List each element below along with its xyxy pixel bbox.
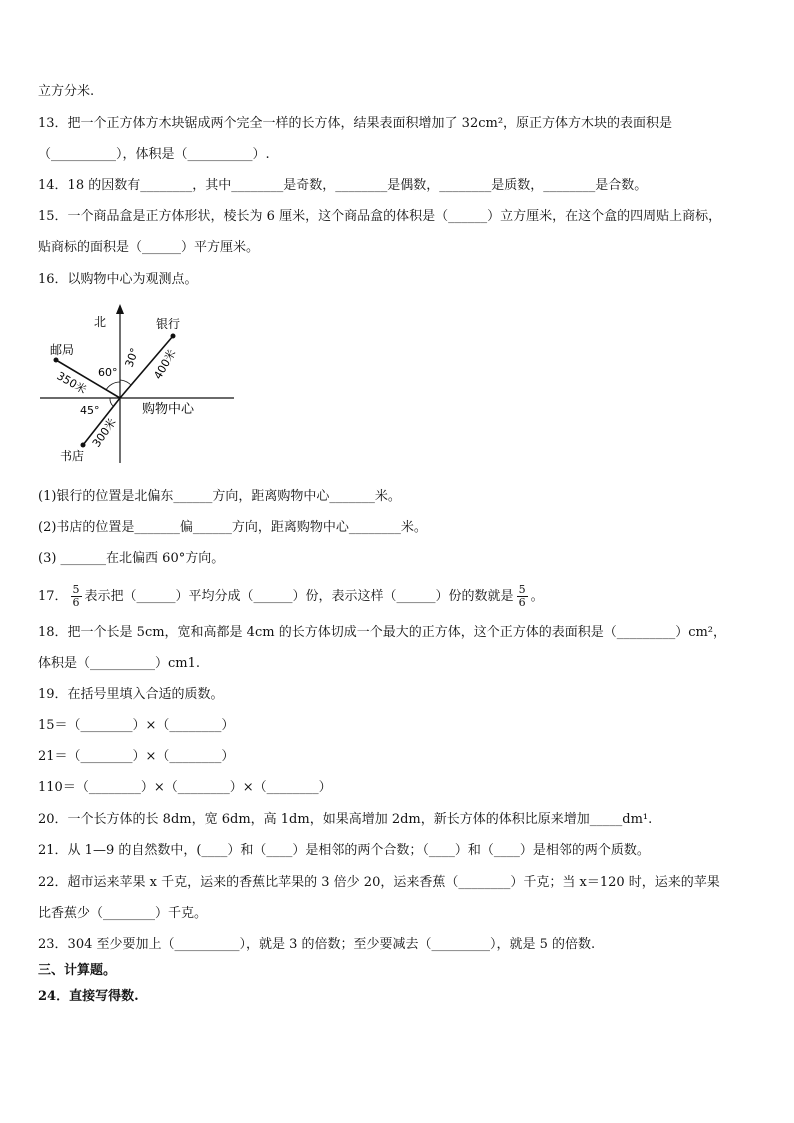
text-line: 21．从 1—9 的自然数中，(____）和（____）是相邻的两个合数；（____）和（____）是相邻的两个质数。 <box>38 843 650 858</box>
bank-point <box>171 334 176 339</box>
angle-30-label: 30° <box>122 346 142 370</box>
fraction-numerator: 5 <box>518 583 526 596</box>
text-line: 15．一个商品盒是正方体形状，棱长为 6 厘米，这个商品盒的体积是（______）立方厘米，在这个盒的四周贴上商标， <box>38 209 722 224</box>
north-label: 北 <box>94 315 107 329</box>
bookstore-point <box>81 443 86 448</box>
text-line: 23．304 至少要加上（__________），就是 3 的倍数；至少要减去（_________），就是 5 的倍数. <box>38 937 596 952</box>
mall-label: 购物中心 <box>142 402 195 417</box>
text-line: 19．在括号里填入合适的质数。 <box>38 687 224 702</box>
text-line: (1)银行的位置是北偏东______方向，距离购物中心_______米。 <box>38 489 401 504</box>
post-label: 邮局 <box>50 343 75 357</box>
bookstore-label: 书店 <box>60 449 85 463</box>
text-line: 15＝（________）×（________） <box>38 718 235 733</box>
angle-arc-post <box>106 382 120 390</box>
bank-distance: 400米 <box>151 347 179 382</box>
text-line: 比香蕉少（________）千克。 <box>38 906 208 921</box>
post-distance: 350米 <box>54 369 89 397</box>
post-point <box>54 358 59 363</box>
text-line: 22．超市运来苹果 x 千克，运来的香蕉比苹果的 3 倍少 20，运来香蕉（________）千克；当 x＝120 时，运来的苹果 <box>38 875 720 890</box>
angle-45-label: 45° <box>80 404 100 417</box>
direction-diagram <box>38 298 238 468</box>
fraction-numerator: 5 <box>72 583 80 596</box>
north-arrow-head <box>116 304 124 314</box>
text-line: 24．直接写得数. <box>38 989 139 1004</box>
q17-suffix: 。 <box>530 589 544 604</box>
text-line: 110＝（________）×（________）×（________） <box>38 780 332 795</box>
text-line: 21＝（________）×（________） <box>38 749 235 764</box>
text-line: 20．一个长方体的长 8dm，宽 6dm，高 1dm，如果高增加 2dm，新长方体的体积比原来增加_____dm¹. <box>38 812 653 827</box>
bank-label: 银行 <box>156 317 181 331</box>
text-line: (3) _______在北偏西 60°方向。 <box>38 551 225 566</box>
q17-middle: 表示把（______）平均分成（______）份，表示这样（______）份的数就是 <box>84 589 514 604</box>
text-line: (2)书店的位置是_______偏______方向，距离购物中心________米。 <box>38 520 427 535</box>
text-line: 13．把一个正方体方木块锯成两个完全一样的长方体，结果表面积增加了 32cm²，原正方体方木块的表面积是 <box>38 116 673 131</box>
fraction-denominator: 6 <box>72 596 80 609</box>
text-line: 14．18 的因数有________，其中________是奇数，________是偶数，________是质数，________是合数。 <box>38 178 648 193</box>
angle-arc-bank <box>120 380 131 385</box>
text-line: 立方分米. <box>38 84 95 99</box>
q17-prefix: 17． <box>38 589 68 604</box>
text-line: 三、计算题。 <box>38 963 117 978</box>
fraction-5-6 <box>71 584 82 609</box>
angle-60-label: 60° <box>98 366 118 379</box>
text-line: 18．把一个长是 5cm，宽和高都是 4cm 的长方体切成一个最大的正方体，这个正方体的表面积是（_________）cm²， <box>38 625 727 640</box>
fraction-denominator: 6 <box>518 596 526 609</box>
text-line: 16．以购物中心为观测点。 <box>38 272 198 287</box>
question-17 <box>38 584 544 609</box>
text-line: 贴商标的面积是（______）平方厘米。 <box>38 240 260 255</box>
fraction-5-6-result <box>517 584 528 609</box>
text-line: 体积是（__________）cm1. <box>38 656 201 671</box>
bookstore-distance: 300米 <box>89 416 119 450</box>
angle-arc-book <box>110 398 113 406</box>
text-line: （__________），体积是（__________）. <box>38 147 270 162</box>
